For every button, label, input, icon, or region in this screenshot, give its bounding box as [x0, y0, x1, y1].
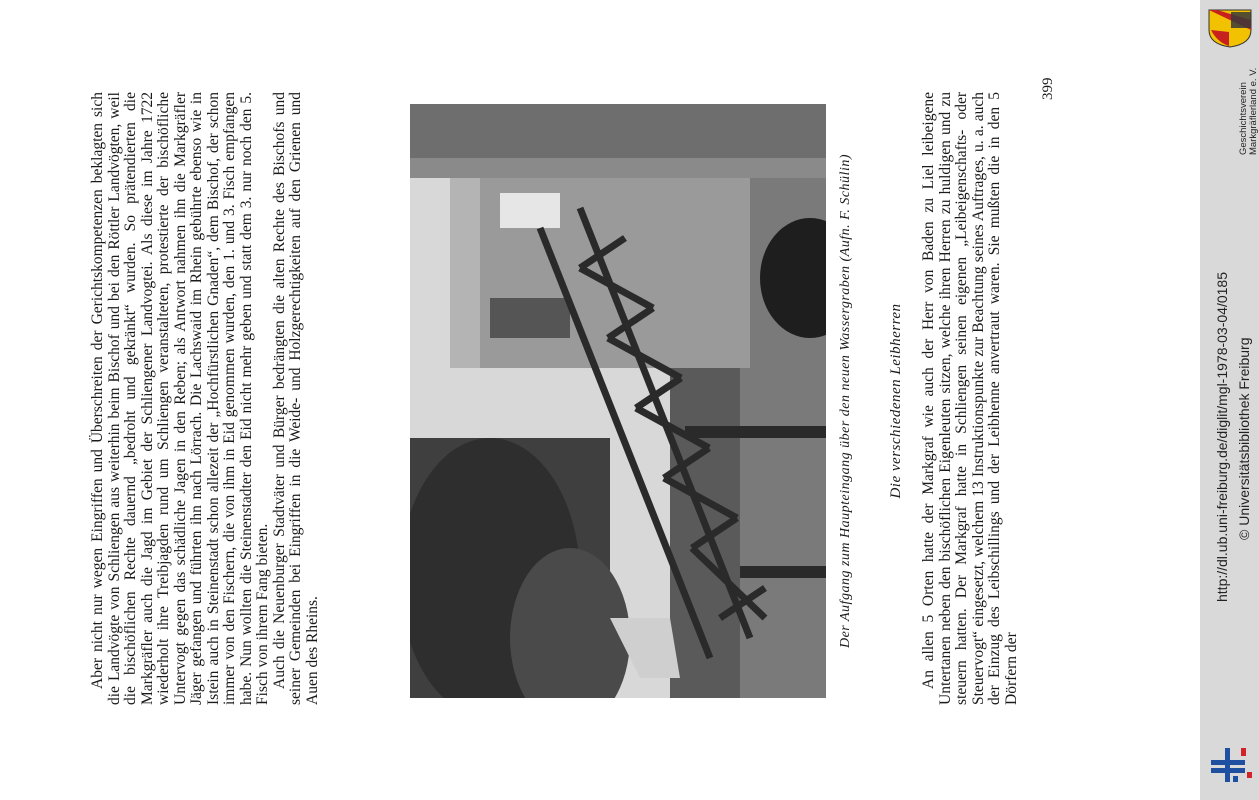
section-heading: Die verschiedenen Leibherren: [888, 303, 904, 499]
page-number: 399: [1040, 77, 1056, 100]
society-name-line1: Geschichtsverein: [1238, 82, 1249, 155]
photo-caption: Der Aufgang zum Haupteingang über den neuen Wassergraben (Aufn. F. Schülin): [838, 154, 853, 649]
university-library-logo-icon: [1211, 748, 1253, 782]
permalink-url[interactable]: http://dl.ub.uni-freiburg.de/diglit/mgl-1978-03-04/0185: [1214, 272, 1230, 602]
top-text-block: [90, 92, 321, 705]
paragraph: Auch die Neuenburger Stadtväter und Bürger bedrängten die alten Rechte des Bischofs und seiner Gemeinden bei Eingriffen in die Weide- und Holzgerechtigkeiten auf den Grienen und Auen des Rheins.: [270, 92, 321, 705]
castle-bridge-photo: [410, 104, 826, 698]
copyright-notice: © Universitätsbibliothek Freiburg: [1236, 337, 1252, 540]
bottom-text-block: [921, 92, 1020, 705]
paragraph: Aber nicht nur wegen Eingriffen und Überschreiten der Gerichtskompetenzen beklagten sich die Landvögte von Schliengen aus weiterhin beim Bischof und bei den Röttler Landvögten, weil die bischöflichen Rechte dauernd „bedroht und gekränkt“ wurden. So prätendierten die Markgräfler auch die Jagd im Gebiet der Schliengener Landvogtei. Als diese im Jahre 1722 wiederholt ihre Treibjagden rund um Schliengen veranstalteten, protestierte der bischöfliche Untervogt gegen das schädliche Jagen in den Reben; als Antwort nahmen ihn die Markgräfler Jäger gefangen und führten ihn nach Lörrach. Die Lachswaid im Rhein gebührte ebenso wie in Istein auch in Steinenstadt schon allezeit der „Hochfürstlichen Gnaden“, dem Bischof, der schon immer von den Fischern, die von ihm in Eid genommen wurden, den 1. und 3. Fisch empfangen habe. Nun wollten die Steinenstadter den Eid nicht mehr geben und statt dem 3. nur noch den 5. Fisch von ihrem Fang bieten.: [89, 92, 271, 705]
coat-of-arms-logo-icon: [1207, 8, 1253, 48]
paragraph: An allen 5 Orten hatte der Markgraf wie auch der Herr von Baden zu Liel leibeigene Untertanen neben den bischöflichen Eigenleuten sitzen, welche ihren Herren zu huldigen und zu steuern hatten. Der Markgraf hatte in Schliengen seinen eigenen „Leibeigenschafts- oder Steuervogt“ eingesetzt, welchem 13 Instruktionspunkte zur Beachtung seines Auftrages, u. a. auch der Einzug des Leibschillings und der Leibhenne anvertraut waren. Sie mußten die in den 5 Dörfern der: [920, 92, 1020, 705]
society-name-line2: Markgräflerland e. V.: [1248, 67, 1259, 155]
